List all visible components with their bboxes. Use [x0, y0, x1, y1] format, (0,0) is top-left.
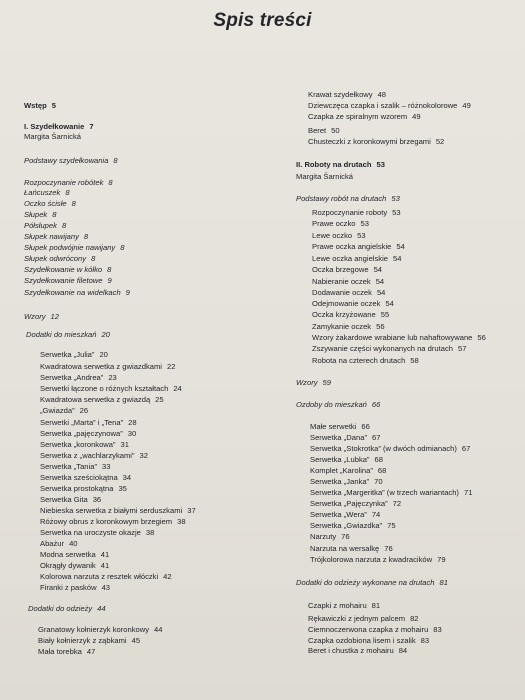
toc-entry-title: Rękawiczki z jednym palcem [308, 614, 406, 623]
toc-entry [40, 406, 88, 416]
toc-entry-page: 8 [108, 178, 113, 187]
toc-entry [310, 422, 370, 432]
toc-entry-page: 56 [376, 322, 385, 331]
toc-entry-page: 5 [51, 101, 57, 110]
toc-entry-title: Ozdoby do mieszkań [296, 400, 367, 409]
toc-entry-title: Dodatki do odzieży [28, 604, 93, 613]
toc-entry-title: Półsłupek [24, 221, 57, 230]
toc-entry-page: 8 [107, 265, 112, 274]
toc-entry-page: 72 [392, 499, 402, 508]
toc-entry [312, 277, 384, 287]
toc-entry [308, 101, 471, 111]
toc-entry-title: Czapki z mohairu [308, 601, 367, 610]
toc-entry-page: 9 [125, 288, 130, 297]
toc-entry-page: 56 [477, 333, 486, 342]
toc-entry-title: Czapka ze spiralnym wzorem [308, 112, 408, 121]
toc-entry [312, 208, 401, 218]
toc-entry-page: 37 [187, 506, 196, 515]
toc-entry-title: Modna serwetka [40, 550, 96, 559]
toc-entry [312, 310, 389, 320]
toc-entry-page: 68 [374, 455, 383, 464]
toc-entry [40, 440, 129, 450]
toc-entry-page: 31 [120, 440, 129, 449]
toc-entry-page: 24 [173, 384, 182, 393]
toc-entry [40, 473, 131, 483]
toc-entry-title: Robota na czterech drutach [312, 356, 406, 365]
toc-entry-title: Serwetka Gita [40, 495, 88, 504]
toc-entry-page: 54 [385, 299, 394, 308]
toc-entry-title: Małe serwetki [310, 422, 357, 431]
toc-entry [40, 362, 175, 372]
toc-entry-page: 26 [79, 406, 89, 415]
toc-entry [312, 356, 419, 366]
toc-entry [40, 517, 186, 527]
toc-entry [310, 544, 393, 554]
toc-entry [40, 418, 137, 428]
toc-entry-page: 45 [131, 636, 141, 645]
toc-entry [312, 333, 486, 343]
toc-entry-title: Serwetka „Andrea” [40, 373, 104, 382]
toc-entry [24, 132, 81, 142]
toc-entry [24, 254, 95, 264]
toc-entry-page: 8 [61, 221, 67, 230]
toc-entry [312, 265, 382, 275]
toc-entry [40, 451, 148, 461]
toc-entry-title: Serwetka „Tania” [40, 462, 97, 471]
toc-entry-page: 53 [357, 231, 366, 240]
toc-entry-page: 68 [377, 466, 387, 475]
toc-entry [310, 466, 386, 476]
toc-entry-page: 59 [322, 378, 331, 387]
toc-entry-title: Firanki z pasków [40, 583, 97, 592]
toc-entry [24, 199, 76, 209]
toc-entry-title: Czapka ozdobiona lisem i szalik [308, 636, 416, 645]
toc-entry [40, 550, 109, 560]
toc-entry [40, 429, 136, 439]
toc-entry-title: Wzory [24, 312, 46, 321]
toc-entry-page: 84 [398, 646, 408, 655]
toc-entry-title: Serwetka „Gwiazdka” [310, 521, 383, 530]
toc-entry-page: 20 [99, 350, 108, 359]
toc-entry-page: 67 [461, 444, 471, 453]
toc-entry [308, 601, 380, 611]
toc-entry-page: 54 [396, 242, 405, 251]
toc-entry-page: 25 [155, 395, 164, 404]
toc-entry-page: 12 [50, 312, 59, 321]
toc-entry [40, 395, 164, 405]
toc-entry [296, 194, 400, 204]
toc-entry-title: Komplet „Karolina” [310, 466, 373, 475]
toc-entry-page: 79 [437, 555, 446, 564]
toc-entry-title: Lewe oczko [312, 231, 353, 240]
page-title: Spis treści [213, 10, 312, 31]
toc-entry-page: 44 [154, 625, 163, 634]
toc-entry [308, 90, 386, 100]
toc-entry [24, 243, 124, 253]
toc-entry-page: 23 [108, 373, 117, 382]
toc-entry-page: 22 [166, 362, 176, 371]
toc-entry-title: Dodatki do mieszkań [26, 330, 97, 339]
toc-entry [24, 276, 112, 286]
toc-entry [310, 444, 470, 454]
toc-entry-page: 54 [375, 277, 385, 286]
toc-entry-title: Lewe oczka angielskie [312, 254, 388, 263]
toc-entry [28, 604, 106, 614]
toc-entry-title: Ciemnoczerwona czapka z mohairu [308, 625, 429, 634]
toc-entry-title: Oczko ścisłe [24, 199, 67, 208]
toc-entry [312, 322, 385, 332]
toc-entry-title: Łańcuszek [24, 188, 61, 197]
toc-entry-title: Krawat szydełkowy [308, 90, 373, 99]
toc-entry-page: 75 [387, 521, 396, 530]
toc-entry [312, 231, 366, 241]
toc-entry-title: Serwetka „Julia” [40, 350, 95, 359]
toc-entry-page: 40 [69, 539, 78, 548]
toc-entry [296, 172, 353, 182]
toc-entry-page: 20 [101, 330, 110, 339]
toc-entry-title: Zszywanie części wykonanych na drutach [312, 344, 453, 353]
toc-entry-title: Niebieska serwetka z białymi serduszkami [40, 506, 183, 515]
toc-entry [24, 178, 113, 188]
toc-entry-title: Podstawy robót na drutach [296, 194, 387, 203]
toc-entry-page: 33 [101, 462, 111, 471]
toc-entry-title: Beret i chustka z mohairu [308, 646, 394, 655]
toc-entry-title: Serwetka „Dana” [310, 433, 367, 442]
toc-entry [24, 265, 111, 275]
toc-entry-page: 76 [341, 532, 350, 541]
toc-entry-page: 32 [139, 451, 148, 460]
toc-entry-page: 82 [410, 614, 419, 623]
toc-entry-page: 8 [83, 232, 89, 241]
toc-entry-page: 81 [439, 578, 448, 587]
toc-entry [24, 288, 130, 298]
toc-entry [308, 126, 340, 136]
toc-entry [310, 477, 383, 487]
toc-entry-page: 54 [392, 254, 402, 263]
toc-entry [310, 433, 380, 443]
toc-entry-title: Oczka krzyżowane [312, 310, 376, 319]
toc-entry [310, 499, 401, 509]
toc-entry [24, 221, 66, 231]
toc-entry-page: 50 [331, 126, 340, 135]
toc-entry-page: 42 [163, 572, 172, 581]
toc-entry [312, 254, 401, 264]
toc-entry-title: Wzory żakardowe wrabiane lub nahaftowywane [312, 333, 473, 342]
toc-entry-page: 83 [433, 625, 442, 634]
toc-entry-title: Słupek odwrócony [24, 254, 87, 263]
toc-entry-page: 28 [128, 418, 137, 427]
toc-entry-title: Beret [308, 126, 327, 135]
toc-entry-title: Słupek nawijany [24, 232, 79, 241]
toc-entry-title: Rozpoczynanie roboty [312, 208, 388, 217]
toc-entry [312, 344, 466, 354]
toc-entry-title: Serwetka „koronkowa” [40, 440, 116, 449]
toc-entry-page: 83 [420, 636, 430, 645]
toc-entry-title: Rozpoczynanie robótek [24, 178, 104, 187]
toc-entry-page: 30 [127, 429, 137, 438]
toc-entry-page: 66 [361, 422, 370, 431]
toc-entry-title: Serwetka „Wera” [310, 510, 367, 519]
toc-entry-page: 52 [435, 137, 445, 146]
toc-entry-page: 41 [100, 550, 110, 559]
toc-entry [310, 532, 350, 542]
toc-entry-page: 38 [145, 528, 155, 537]
toc-entry-page: 70 [374, 477, 383, 486]
toc-entry-page: 35 [118, 484, 127, 493]
toc-entry-title: Serwetka na uroczyste okazje [40, 528, 141, 537]
toc-entry [40, 384, 182, 394]
toc-entry [38, 647, 95, 657]
toc-entry-page: 8 [120, 243, 125, 252]
toc-entry [40, 484, 127, 494]
toc-entry-page: 9 [107, 276, 112, 285]
toc-entry-title: Serwetka „Pajęczynka” [310, 499, 388, 508]
toc-entry [40, 350, 108, 360]
toc-entry-title: Prawe oczko [312, 219, 356, 228]
toc-entry-page: 8 [65, 188, 70, 197]
toc-entry-title: Nabieranie oczek [312, 277, 371, 286]
toc-entry-title: Słupek podwójnie nawijany [24, 243, 116, 252]
toc-entry [308, 614, 419, 624]
toc-entry-page: 53 [391, 194, 400, 203]
toc-entry [310, 510, 380, 520]
toc-entry [308, 112, 421, 122]
toc-entry-title: Dodawanie oczek [312, 288, 372, 297]
toc-entry-title: Oczka brzegowe [312, 265, 369, 274]
toc-entry [308, 625, 442, 635]
toc-entry-page: 36 [92, 495, 102, 504]
toc-entry-page: 53 [360, 219, 369, 228]
toc-entry [310, 555, 446, 565]
toc-entry [308, 137, 444, 147]
toc-entry-title: Serwetka z „wachlarzykami” [40, 451, 135, 460]
toc-entry-page: 53 [392, 208, 401, 217]
toc-entry-title: Narzuta na wersalkę [310, 544, 380, 553]
toc-entry [312, 299, 394, 309]
toc-entry [308, 646, 407, 656]
toc-entry-title: Kwadratowa serwetka z gwiazdkami [40, 362, 162, 371]
toc-entry [40, 495, 101, 505]
toc-entry-page: 8 [113, 156, 118, 165]
toc-entry-page: 44 [97, 604, 106, 613]
toc-entry-page: 53 [376, 160, 385, 169]
toc-entry [24, 156, 118, 166]
toc-entry-title: Podstawy szydełkowania [24, 156, 109, 165]
toc-entry-title: Serwetka „Stokrotka” (w dwóch odmianach) [310, 444, 457, 453]
toc-entry-title: Kolorowa narzuta z resztek włóczki [40, 572, 159, 581]
toc-entry-page: 34 [122, 473, 132, 482]
toc-entry-title: Abażur [40, 539, 65, 548]
toc-entry [38, 625, 162, 635]
toc-entry-page: 58 [410, 356, 419, 365]
toc-entry [40, 506, 196, 516]
toc-entry-title: Kwadratowa serwetka z gwiazdą [40, 395, 151, 404]
toc-entry-page: 54 [376, 288, 386, 297]
toc-entry-title: Dziewczęca czapka i szalik – różnokolorowe [308, 101, 458, 110]
toc-entry [40, 373, 117, 383]
toc-entry [24, 122, 94, 132]
toc-entry [24, 232, 88, 242]
toc-entry-page: 66 [371, 400, 381, 409]
toc-entry [296, 160, 385, 170]
toc-entry-page: 47 [86, 647, 96, 656]
toc-entry-title: Odejmowanie oczek [312, 299, 381, 308]
toc-entry-title: Słupek [24, 210, 48, 219]
toc-entry [40, 539, 78, 549]
toc-entry-title: Serwetka „pajęczynowa” [40, 429, 123, 438]
toc-entry [312, 288, 385, 298]
toc-entry [40, 583, 110, 593]
toc-entry [40, 462, 110, 472]
toc-entry-title: II. Roboty na drutach [296, 160, 372, 169]
toc-entry [296, 400, 380, 410]
toc-entry-title: Wzory [296, 378, 318, 387]
toc-entry-page: 71 [463, 488, 473, 497]
toc-entry-page: 67 [371, 433, 381, 442]
toc-entry-title: Granatowy kołnierzyk koronkowy [38, 625, 149, 634]
toc-entry-title: Serwetka „Janka” [310, 477, 370, 486]
toc-entry-page: 48 [377, 90, 387, 99]
toc-entry [24, 101, 56, 111]
toc-entry [24, 188, 70, 198]
toc-entry-page: 7 [89, 122, 94, 131]
toc-entry-page: 8 [71, 199, 76, 208]
toc-entry-title: Narzuty [310, 532, 337, 541]
toc-entry-page: 76 [384, 544, 393, 553]
toc-entry-page: 55 [380, 310, 390, 319]
toc-entry [310, 488, 472, 498]
toc-entry-title: Serwetka „Lubka” [310, 455, 370, 464]
toc-entry-title: Mała torebka [38, 647, 82, 656]
toc-entry [40, 528, 154, 538]
toc-entry-title: Szydełkowanie na widelkach [24, 288, 121, 297]
toc-entry-title: Biały kołnierzyk z ząbkami [38, 636, 127, 645]
toc-entry [296, 578, 448, 588]
toc-entry-page: 57 [457, 344, 467, 353]
toc-entry [310, 521, 396, 531]
toc-entry [310, 455, 383, 465]
toc-entry-title: Serwetka sześciokątna [40, 473, 118, 482]
toc-entry-title: Serwetka „Margeritka” (w trzech wariantach) [310, 488, 459, 497]
toc-entry-page: 38 [177, 517, 186, 526]
toc-entry [312, 219, 369, 229]
toc-entry [312, 242, 405, 252]
toc-entry-title: Serwetki „Marta” i „Tena” [40, 418, 124, 427]
toc-entry-page: 54 [373, 265, 383, 274]
toc-entry-title: Margita Šarnická [24, 132, 81, 141]
toc-entry-title: Szydełkowanie w kółko [24, 265, 103, 274]
toc-entry-page: 43 [101, 583, 111, 592]
toc-entry-title: Serwetka prostokątna [40, 484, 114, 493]
toc-entry-title: Różowy obrus z koronkowym brzegiem [40, 517, 173, 526]
toc-entry-title: Zamykanie oczek [312, 322, 372, 331]
toc-entry-page: 8 [52, 210, 57, 219]
toc-entry [40, 572, 172, 582]
toc-entry [40, 561, 109, 571]
toc-entry [24, 312, 59, 322]
toc-entry-title: Dodatki do odzieży wykonane na drutach [296, 578, 435, 587]
toc-entry [296, 378, 331, 388]
toc-entry-title: I. Szydełkowanie [24, 122, 85, 131]
toc-entry-page: 49 [462, 101, 471, 110]
toc-entry-title: Chusteczki z koronkowymi brzegami [308, 137, 431, 146]
toc-entry [26, 330, 110, 340]
toc-entry [308, 636, 429, 646]
toc-entry-page: 49 [412, 112, 421, 121]
toc-entry-title: Margita Šarnická [296, 172, 353, 181]
toc-entry-page: 74 [371, 510, 381, 519]
toc-entry-page: 8 [91, 254, 96, 263]
toc-entry-title: Okrągły dywanik [40, 561, 96, 570]
toc-entry [24, 210, 56, 220]
toc-entry-title: Serwetki łączone o różnych kształtach [40, 384, 169, 393]
toc-entry-title: Trójkolorowa narzuta z kwadracików [310, 555, 433, 564]
toc-entry-title: Szydełkowanie filetowe [24, 276, 103, 285]
toc-entry-title: „Gwiazda” [40, 406, 75, 415]
toc-entry-page: 81 [371, 601, 381, 610]
toc-entry-page: 41 [100, 561, 110, 570]
toc-entry [38, 636, 140, 646]
toc-entry-title: Prawe oczka angielskie [312, 242, 392, 251]
toc-entry-title: Wstęp [24, 101, 47, 110]
